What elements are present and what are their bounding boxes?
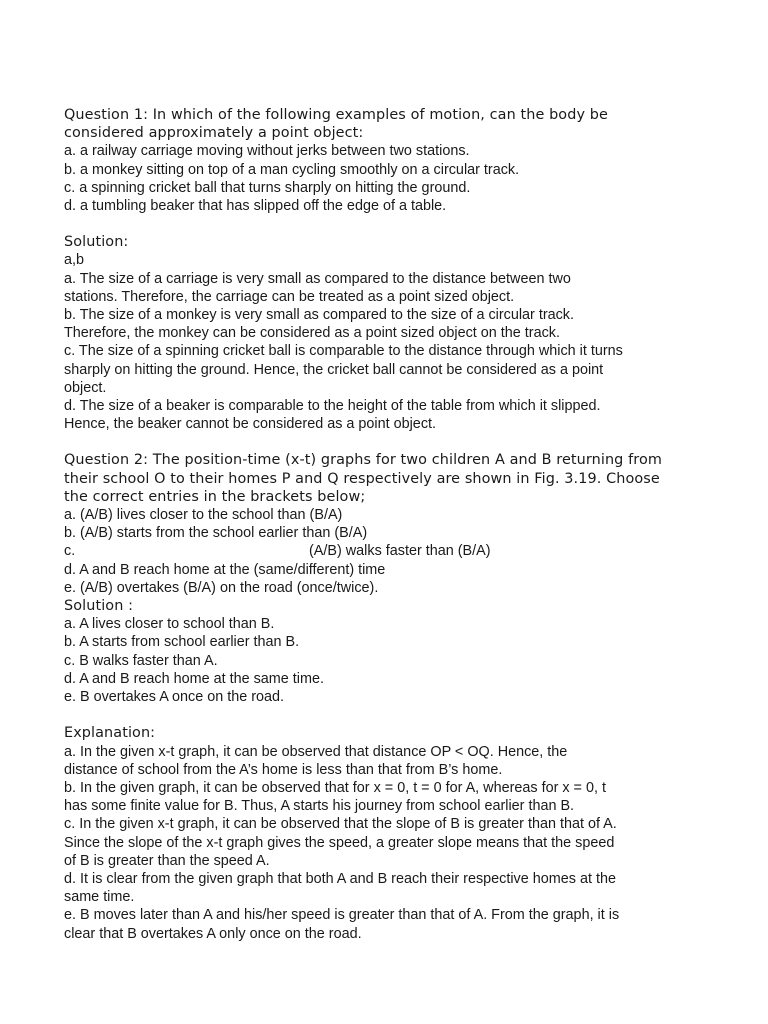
question-1-solution <box>64 233 678 433</box>
question-2-option: a. (A/B) lives closer to the school than (B/A) <box>64 507 343 524</box>
question-2-option-c <box>64 542 678 560</box>
question-2-text: the correct entries in the brackets below; <box>64 488 366 505</box>
question-2-text: Question 2: The position-time (x-t) graphs for two children A and B returning from <box>64 452 662 469</box>
explanation-line: distance of school from the A’s home is less than that from B’s home. <box>64 761 503 778</box>
option-c-text: (A/B) walks faster than (B/A) <box>309 543 491 560</box>
solution-line: a. A lives closer to school than B. <box>64 616 275 633</box>
explanation-heading: Explanation: <box>64 725 156 742</box>
question-1-option: d. a tumbling beaker that has slipped off the edge of a table. <box>64 198 447 215</box>
question-1-option: a. a railway carriage moving without jerks between two stations. <box>64 143 470 160</box>
solution-line: b. A starts from school earlier than B. <box>64 634 300 651</box>
explanation-line: has some finite value for B. Thus, A starts his journey from school earlier than B. <box>64 798 575 815</box>
question-2 <box>64 451 678 597</box>
explanation-line: a. In the given x-t graph, it can be observed that distance OP < OQ. Hence, the <box>64 743 568 760</box>
explanation-line: of B is greater than the speed A. <box>64 852 270 869</box>
option-c-letter: c. <box>64 543 76 560</box>
solution-heading: Solution: <box>64 234 129 251</box>
question-1-text: Question 1: In which of the following examples of motion, can the body be <box>64 107 608 123</box>
solution-line: stations. Therefore, the carriage can be treated as a point sized object. <box>64 288 515 305</box>
document-page <box>64 106 678 943</box>
explanation-line: b. In the given graph, it can be observed that for x = 0, t = 0 for A, whereas for x = 0, t <box>64 779 606 796</box>
question-2-explanation <box>64 724 678 942</box>
solution-line: sharply on hitting the ground. Hence, the cricket ball cannot be considered as a point <box>64 361 604 378</box>
solution-line: c. The size of a spinning cricket ball is comparable to the distance through which it turns <box>64 343 623 360</box>
solution-line: b. The size of a monkey is very small as compared to the size of a circular track. <box>64 307 575 324</box>
question-2-option: b. (A/B) starts from the school earlier than (B/A) <box>64 525 368 542</box>
solution-line: Hence, the beaker cannot be considered as a point object. <box>64 416 437 433</box>
question-2-text: their school O to their homes P and Q respectively are shown in Fig. 3.19. Choose <box>64 470 660 487</box>
explanation-line: clear that B overtakes A only once on the road. <box>64 925 362 942</box>
question-1-option: b. a monkey sitting on top of a man cycling smoothly on a circular track. <box>64 161 520 178</box>
question-2-solution <box>64 597 678 706</box>
explanation-line: same time. <box>64 889 135 906</box>
solution-heading: Solution : <box>64 598 134 615</box>
question-1-option: c. a spinning cricket ball that turns sharply on hitting the ground. <box>64 179 471 196</box>
question-1-text: considered approximately a point object: <box>64 125 364 142</box>
explanation-line: d. It is clear from the given graph that both A and B reach their respective homes at the <box>64 870 616 887</box>
question-2-option: d. A and B reach home at the (same/different) time <box>64 561 386 578</box>
solution-line: object. <box>64 379 107 396</box>
solution-line: d. A and B reach home at the same time. <box>64 670 324 687</box>
explanation-line: c. In the given x-t graph, it can be observed that the slope of B is greater than that of A. <box>64 816 617 833</box>
solution-line: Therefore, the monkey can be considered as a point sized object on the track. <box>64 325 560 342</box>
solution-line: c. B walks faster than A. <box>64 652 218 669</box>
question-1 <box>64 106 678 215</box>
explanation-line: Since the slope of the x-t graph gives the speed, a greater slope means that the speed <box>64 834 615 851</box>
question-2-option: e. (A/B) overtakes (B/A) on the road (once/twice). <box>64 579 379 596</box>
solution-line: d. The size of a beaker is comparable to the height of the table from which it slipped. <box>64 398 601 415</box>
solution-line: a. The size of a carriage is very small as compared to the distance between two <box>64 270 571 287</box>
solution-answer: a,b <box>64 252 85 269</box>
solution-line: e. B overtakes A once on the road. <box>64 689 285 706</box>
explanation-line: e. B moves later than A and his/her speed is greater than that of A. From the graph, it is <box>64 907 620 924</box>
